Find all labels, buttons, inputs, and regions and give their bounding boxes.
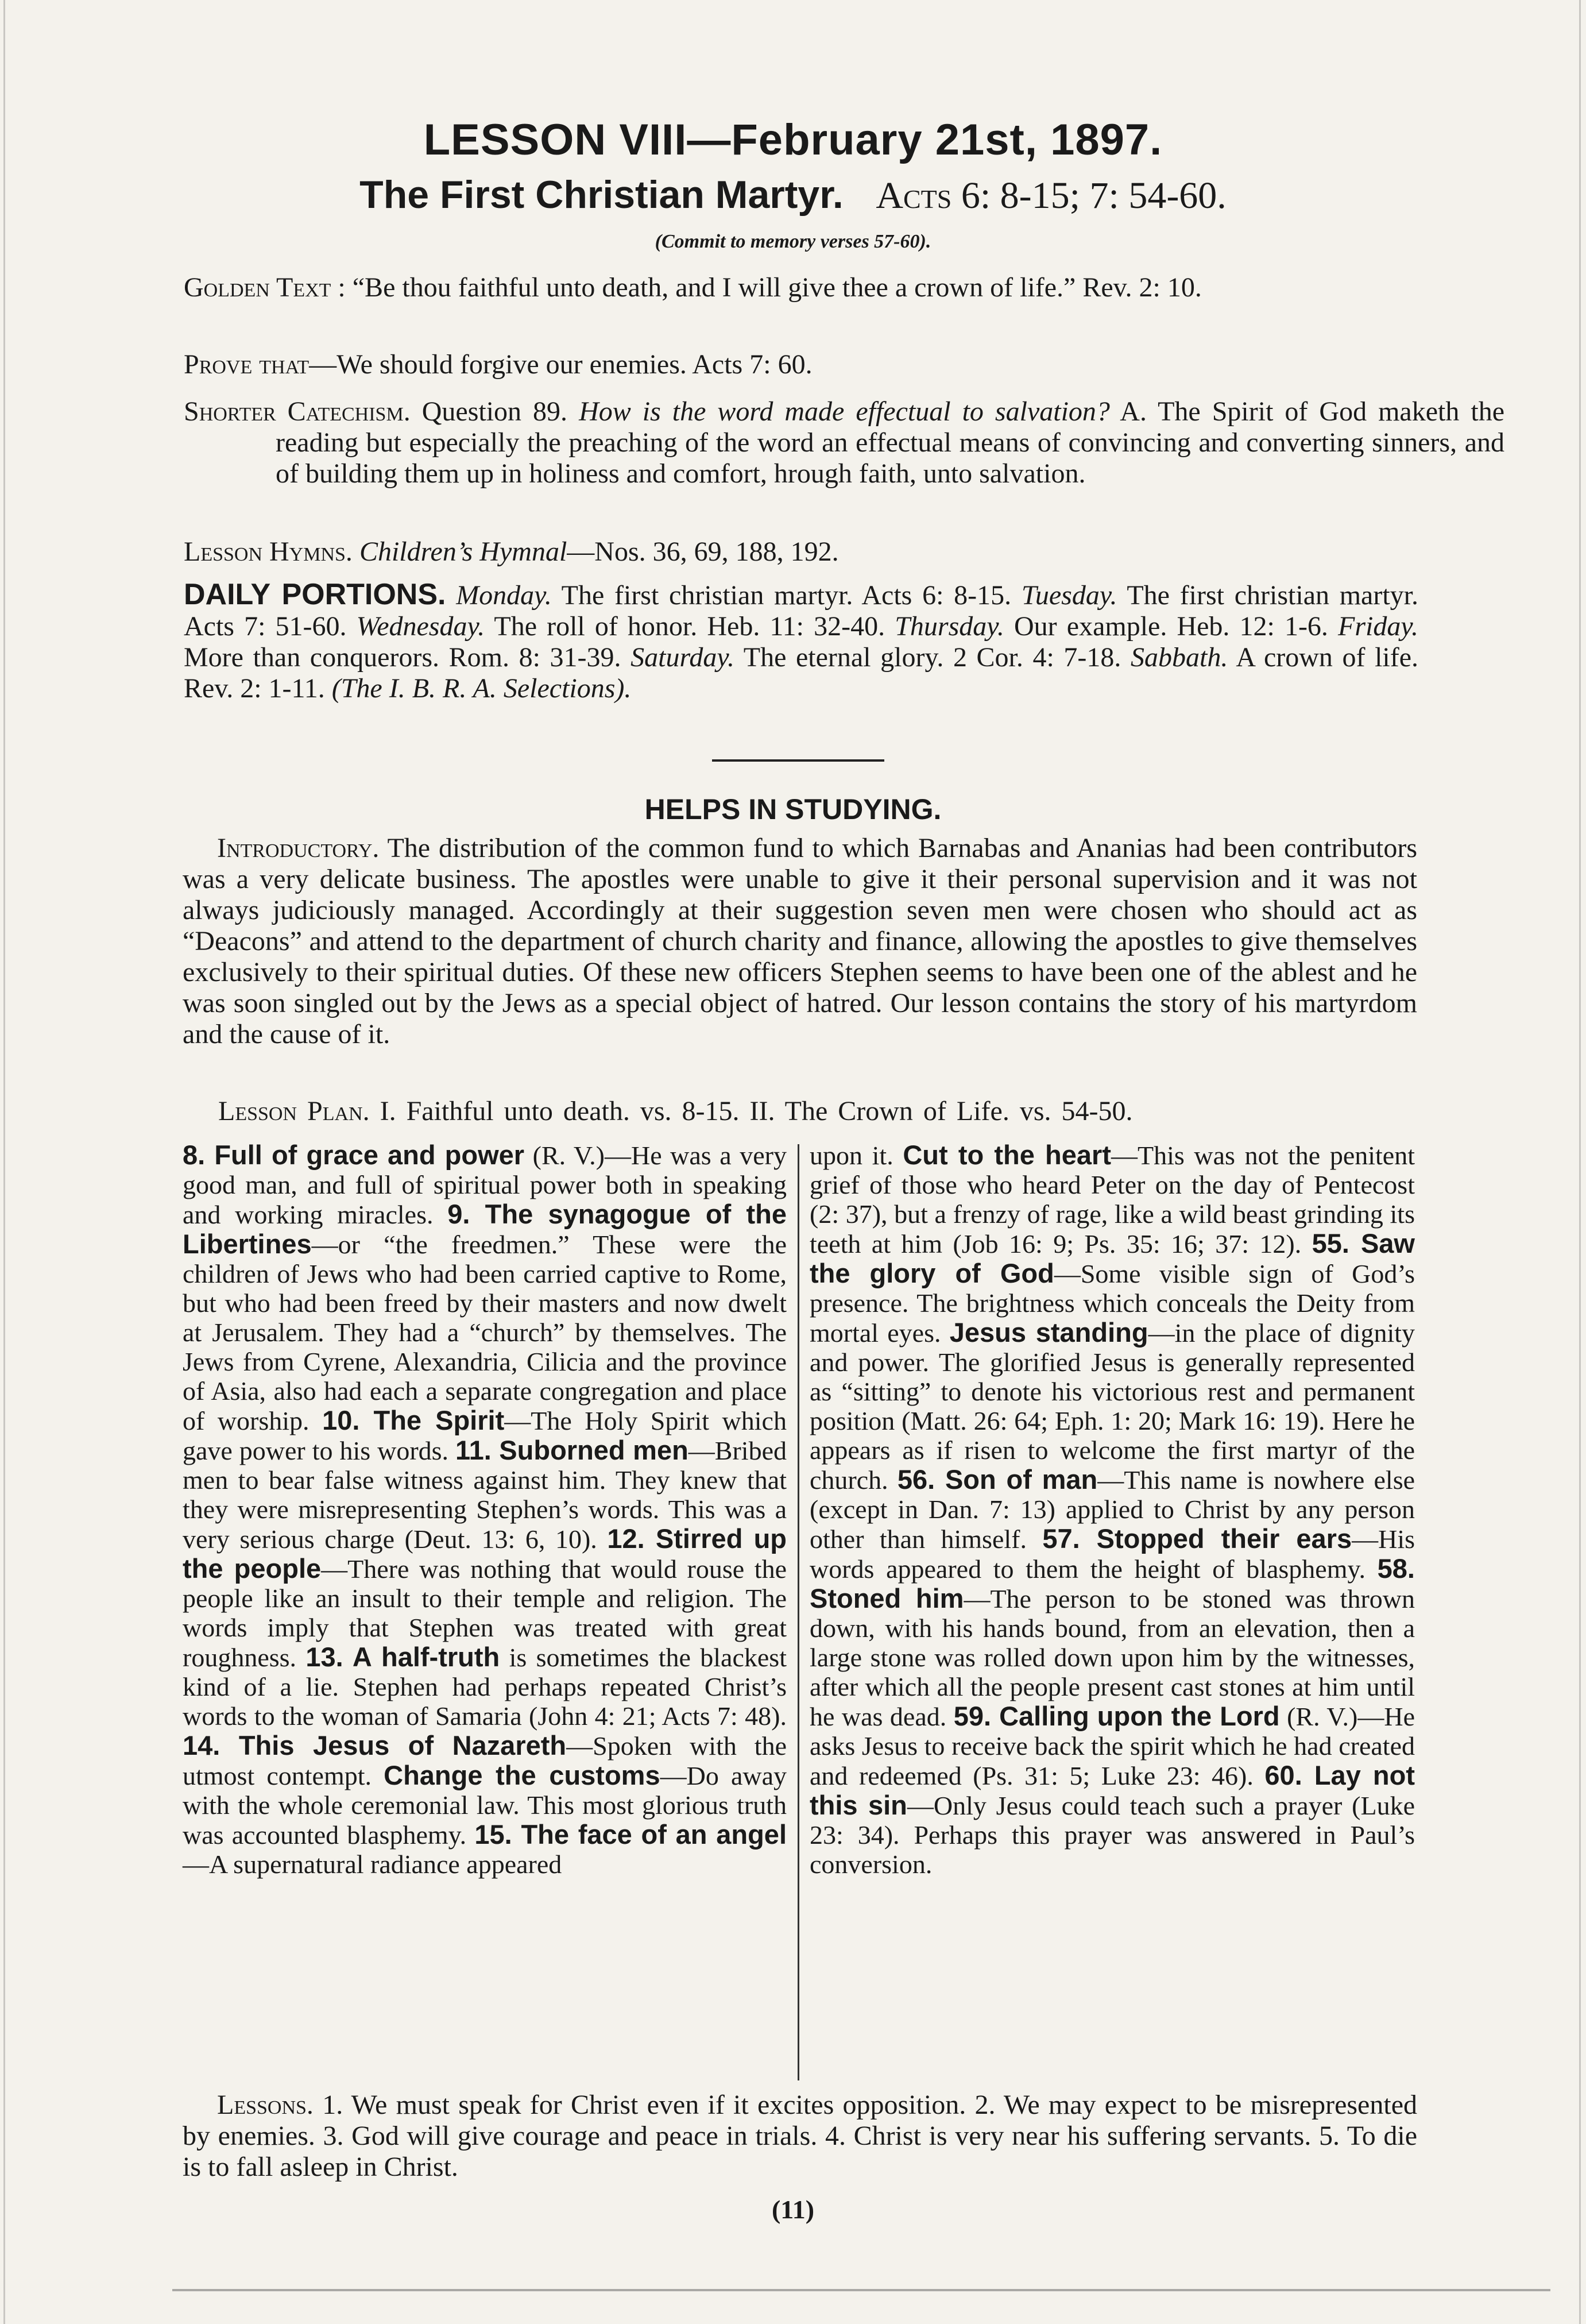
prove-body: —We should forgive our enemies. Acts 7: 60. (309, 349, 813, 380)
golden-text-body: “Be thou faithful unto death, and I will give thee a crown of life.” Rev. 2: 10. (352, 272, 1202, 303)
note-text: upon it. (810, 1141, 903, 1170)
lessons-body: 1. We must speak for Christ even if it excites opposition. 2. We may expect to be misrepresented by enemies. 3. God will give courage and peace in trials. 4. Christ is very near his suffering servants. 5. To die is to fall asleep in Christ. (183, 2090, 1417, 2182)
day-tuesday: Tuesday. (1021, 580, 1117, 611)
scan-edge-left (3, 0, 5, 2324)
hymn-numbers: —Nos. 36, 69, 188, 192. (567, 536, 839, 567)
introductory-body: The distribution of the common fund to which Barnabas and Ananias had been contributors was a very delicate business. The apostles were unable to give it their personal supervision and it was not always judiciously managed. Accordingly at their suggestion seven men were chosen who should act as “Deacons” and attend to the department of church charity and finance, allowing the apostles to give themselves exclusively to their spiritual duties. Of these new officers Stephen seems to have been one of the ablest and he was soon singled out by the Jews as a special object of hatred. Our lesson contains the story of his martyrdom and the cause of it. (183, 833, 1418, 1049)
page-number: (11) (771, 2195, 815, 2224)
scan-edge-bottom (172, 2289, 1550, 2291)
note-text: —The person to be stoned was thrown down, with his hands bound, from an elevation, then a large stone was rolled down upon him by the witnesses, after which all the people present cast stones at him until he was dead. (810, 1584, 1415, 1731)
lesson-plan (218, 1096, 1418, 1127)
note-heading: Change the customs (384, 1760, 660, 1790)
catechism-label: Shorter Catechism. (184, 396, 411, 427)
note-text: —Do away with the whole ceremonial law. This most glorious truth was accounted blasphemy. (183, 1761, 787, 1850)
catechism-answer: A. The Spirit of God maketh the reading but especially the preaching of the word an effectual means of convincing and converting sinners, and of building them up in holiness and comfort, hrough faith, unto salvation. (276, 396, 1505, 489)
note-heading: 8. Full of grace and power (183, 1140, 525, 1170)
reading-thursday: Our example. Heb. 12: 1-6. (1014, 611, 1328, 642)
note-text: —This was not the penitent grief of those who heard Peter on the day of Pentecost (2: 37), but a frenzy of rage, like a wild beast grinding its teeth at him (Job 16: 9; Ps. 35: 16; 37: 12). (810, 1141, 1415, 1258)
scan-edge-right (1579, 0, 1581, 2324)
prove-that (184, 349, 1413, 380)
lesson-plan-body: I. Faithful unto death. vs. 8-15. II. The Crown of Life. vs. 54-50. (380, 1096, 1133, 1126)
reading-friday: More than conquerors. Rom. 8: 31-39. (184, 642, 621, 673)
introductory-label: Introductory. (217, 833, 380, 863)
section-divider (712, 759, 884, 762)
note-text: (R. V.)—He asks Jesus to receive back the spirit which he had created and redeemed (Ps. 31: 5; Luke 23: 46). (810, 1702, 1415, 1790)
day-thursday: Thursday. (895, 611, 1004, 642)
day-monday: Monday. (456, 580, 552, 611)
lesson-hymns (184, 536, 1413, 568)
note-text: —Bribed men to bear false witness against him. They knew that they were misrepresenting Stephen’s words. This was a very serious charge (Deut. 13: 6, 10). (183, 1436, 787, 1554)
note-heading: Jesus standing (949, 1317, 1148, 1348)
day-sabbath: Sabbath. (1131, 642, 1228, 673)
reading-sabbath: A crown of life. Rev. 2: 1-11. (184, 642, 1419, 704)
note-heading: 10. The Spirit (322, 1405, 505, 1435)
note-text: —A supernatural radiance appeared (183, 1850, 562, 1879)
notes-right-column (810, 1140, 1415, 1879)
reading-saturday: The eternal glory. 2 Cor. 4: 7-18. (743, 642, 1121, 673)
ibra-selections: (The I. B. R. A. Selections). (331, 673, 632, 704)
note-heading: 14. This Jesus of Nazareth (183, 1730, 567, 1761)
day-saturday: Saturday. (630, 642, 735, 673)
note-heading: 56. Son of man (897, 1464, 1098, 1495)
prove-label: Prove that (184, 349, 310, 380)
note-text: is sometimes the blackest kind of a lie. Stephen had perhaps repeated Christ’s words to the woman of Samaria (John 4: 21; Acts 7: 48). (183, 1643, 787, 1731)
helps-heading: HELPS IN STUDYING. (644, 793, 942, 825)
golden-text (184, 272, 1504, 303)
note-text: —Some visible sign of God’s presence. The brightness which conceals the Deity from mortal eyes. (810, 1259, 1415, 1348)
note-text: —Only Jesus could teach such a prayer (Luke 23: 34). Perhaps this prayer was answered in Paul’s conversion. (810, 1791, 1415, 1879)
reading-monday: The first christian martyr. Acts 6: 8-15. (561, 580, 1012, 611)
note-text: —or “the freedmen.” These were the children of Jews who had been carried captive to Rome, but who had been freed by their masters and now dwelt at Jerusalem. They had a “church” by themselves. The Jews from Cyrene, Alexandria, Cilicia and the province of Asia, also had each a separate congregation and place of worship. (183, 1230, 787, 1435)
note-text: —This name is nowhere else (except in Dan. 7: 13) applied to Christ by any person other than himself. (810, 1465, 1415, 1554)
note-heading: 57. Stopped their ears (1042, 1523, 1352, 1554)
note-heading: 9. The synagogue of the Libertines (183, 1199, 787, 1259)
golden-text-label: Golden Text : (184, 272, 346, 303)
note-heading: 12. Stirred up the people (183, 1523, 787, 1584)
daily-portions (184, 579, 1418, 704)
catechism-question-text: How is the word made effectual to salvation? (579, 396, 1110, 427)
day-friday: Friday. (1338, 611, 1419, 642)
note-text: —Spoken with the utmost contempt. (183, 1731, 787, 1790)
note-text: —The Holy Spirit which gave power to his words. (183, 1406, 787, 1465)
reading-tuesday: The first christian martyr. Acts 7: 51-60. (184, 580, 1419, 642)
scripture-reference: Acts 6: 8-15; 7: 54-60. (876, 175, 1227, 217)
lessons-paragraph (183, 2090, 1417, 2183)
note-heading: 60. Lay not this sin (810, 1760, 1415, 1820)
commit-note: (Commit to memory verses 57-60). (655, 231, 931, 252)
note-heading: 55. Saw the glory of God (810, 1228, 1415, 1288)
note-heading: 59. Calling upon the Lord (953, 1701, 1280, 1731)
note-text: —There was nothing that would rouse the people like an insult to their temple and religion. The words imply that Stephen was treated with great roughness. (183, 1554, 787, 1672)
reading-wednesday: The roll of honor. Heb. 11: 32-40. (494, 611, 885, 642)
hymnal-name: Children’s Hymnal (359, 536, 567, 567)
catechism-question: Question 89. (421, 396, 568, 427)
lesson-plan-label: Lesson Plan. (218, 1096, 370, 1126)
note-heading: Cut to the heart (903, 1140, 1111, 1170)
note-heading: 58. Stoned him (810, 1553, 1415, 1613)
note-heading: 11. Suborned men (455, 1435, 688, 1465)
lesson-subtitle (0, 172, 1586, 218)
hymns-label: Lesson Hymns. (184, 536, 353, 567)
shorter-catechism (184, 396, 1504, 489)
notes-left-column (183, 1140, 787, 1879)
note-heading: 15. The face of an angel (474, 1819, 787, 1850)
lessons-label: Lessons. (217, 2090, 314, 2120)
note-text: —in the place of dignity and power. The glorified Jesus is generally represented as “sitting” to denote his victorious rest and permanent position (Matt. 26: 64; Eph. 1: 20; Mark 16: 19). Here he appears as if risen to welcome the first martyr of the church. (810, 1318, 1415, 1495)
day-wednesday: Wednesday. (356, 611, 485, 642)
note-text: (R. V.)—He was a very good man, and full of spiritual power both in speaking and working miracles. (183, 1141, 787, 1229)
note-heading: 13. A half-truth (305, 1642, 500, 1672)
daily-portions-heading: DAILY PORTIONS. (184, 578, 446, 611)
note-text: —His words appeared to them the height of blasphemy. (810, 1524, 1415, 1584)
subtitle-text: The First Christian Martyr. (359, 173, 844, 217)
column-divider (798, 1144, 799, 2080)
lesson-title: LESSON VIII—February 21st, 1897. (423, 115, 1163, 164)
introductory-paragraph (183, 833, 1417, 1050)
